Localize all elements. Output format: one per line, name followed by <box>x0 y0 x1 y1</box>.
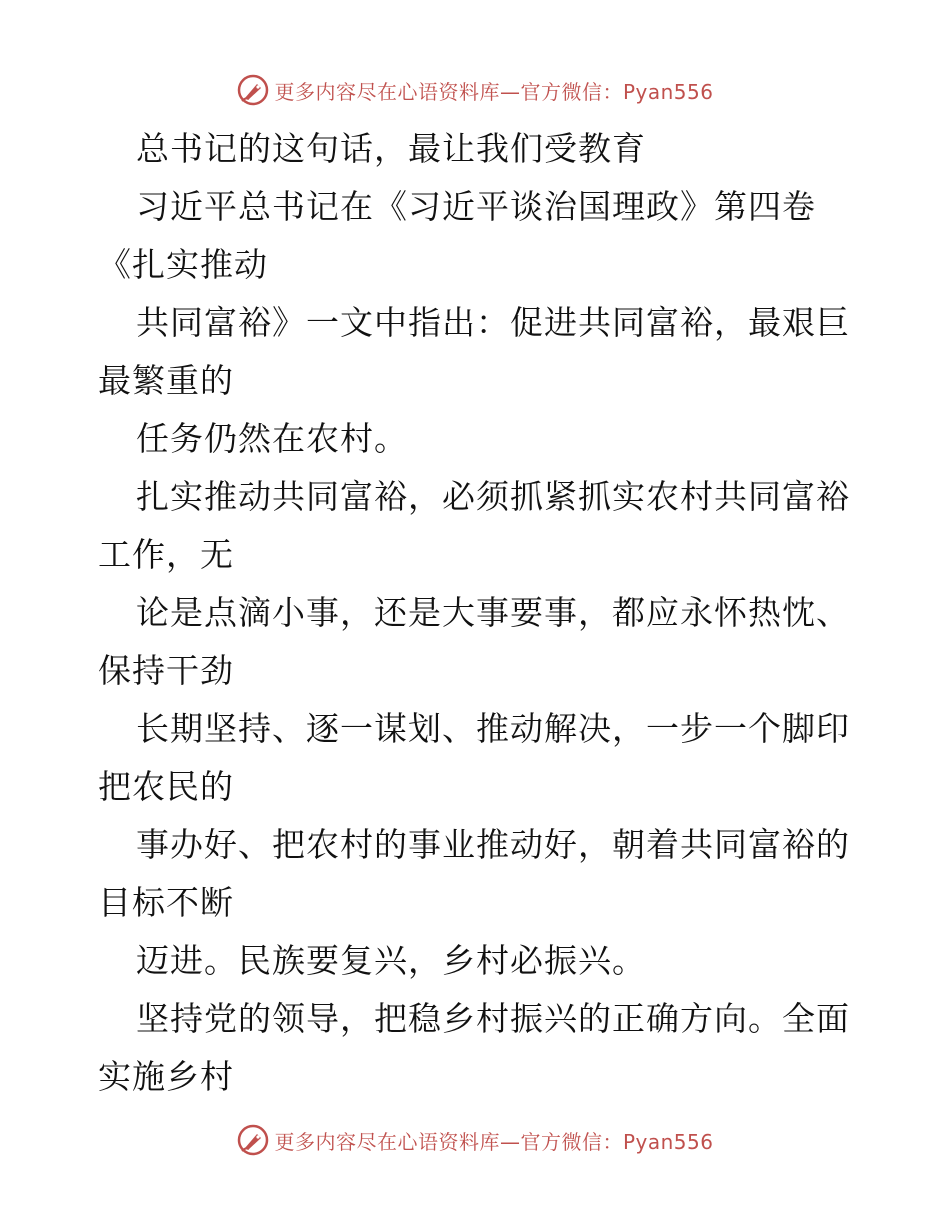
text-line: 最繁重的 <box>98 361 234 400</box>
text-line: 坚持党的领导，把稳乡村振兴的正确方向。全面 <box>136 999 850 1038</box>
text-line: 目标不断 <box>98 883 234 922</box>
text-line: 实施乡村 <box>98 1057 234 1096</box>
text-line: 事办好、把农村的事业推动好，朝着共同富裕的 <box>136 825 850 864</box>
text-line: 任务仍然在农村。 <box>136 419 408 458</box>
text-line: 迈进。民族要复兴，乡村必振兴。 <box>136 941 646 980</box>
pen-nib-logo-icon <box>236 1123 270 1157</box>
footer-banner-text: 更多内容尽在心语资料库—官方微信：Pyan556 <box>274 1129 714 1154</box>
text-line: 《扎实推动 <box>98 245 268 284</box>
pen-nib-logo-icon <box>236 73 270 107</box>
text-line: 保持干劲 <box>98 651 234 690</box>
text-line: 论是点滴小事，还是大事要事，都应永怀热忱、 <box>136 593 850 632</box>
text-line: 把农民的 <box>98 767 234 806</box>
text-line: 扎实推动共同富裕，必须抓紧抓实农村共同富裕 <box>136 477 850 516</box>
text-line: 长期坚持、逐一谋划、推动解决，一步一个脚印 <box>136 709 850 748</box>
header-banner-text: 更多内容尽在心语资料库—官方微信：Pyan556 <box>274 79 714 104</box>
document-body <box>98 120 858 1106</box>
text-line: 习近平总书记在《习近平谈治国理政》第四卷 <box>136 187 816 226</box>
text-line: 总书记的这句话，最让我们受教育 <box>136 129 646 168</box>
header-banner <box>0 70 950 110</box>
text-line: 共同富裕》一文中指出：促进共同富裕，最艰巨 <box>136 303 850 342</box>
footer-banner <box>0 1120 950 1160</box>
text-line: 工作，无 <box>98 535 234 574</box>
